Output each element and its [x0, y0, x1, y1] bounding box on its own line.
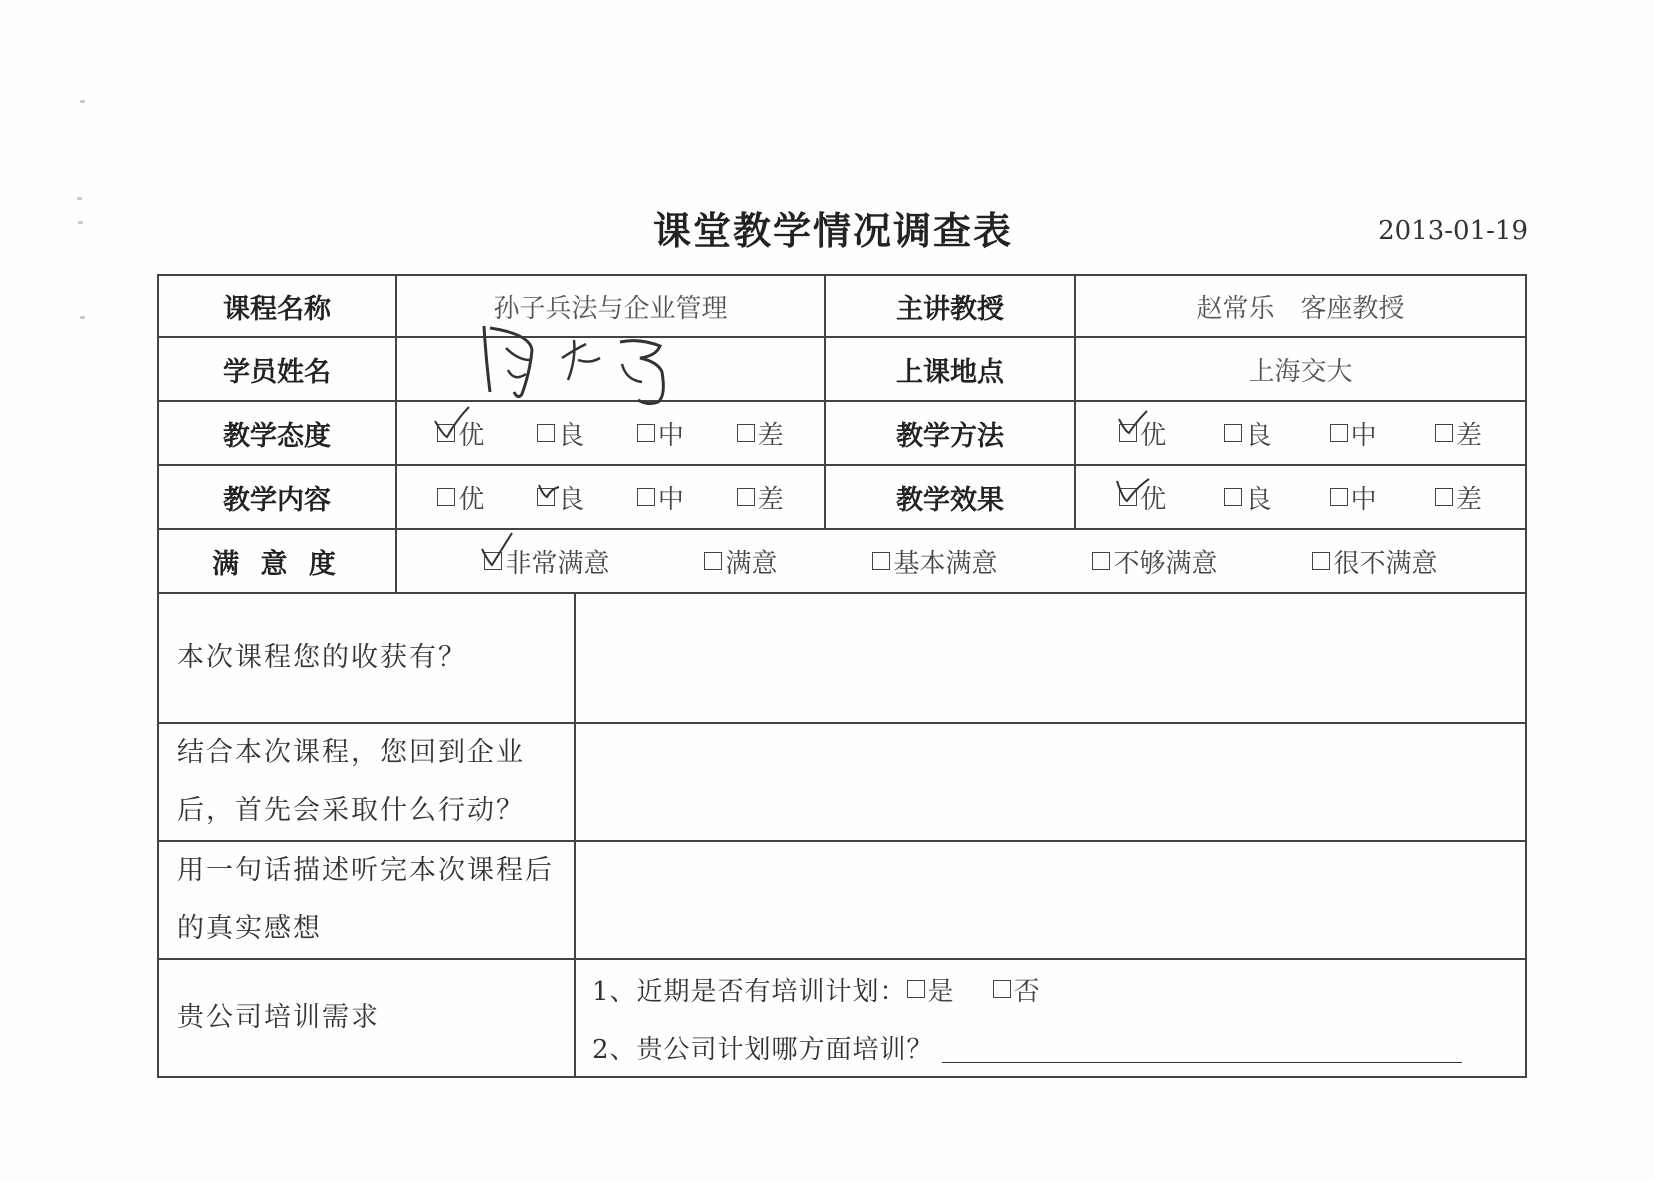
training-area-field[interactable] — [942, 1032, 1462, 1063]
satisfaction-option[interactable]: 不够满意 — [1092, 543, 1217, 580]
method-option[interactable]: 差 — [1435, 415, 1482, 452]
checkbox[interactable] — [1224, 488, 1242, 506]
lecturer-label: 主讲教授 — [825, 275, 1075, 337]
attitude-label: 教学态度 — [158, 401, 396, 465]
student-label: 学员姓名 — [158, 337, 396, 401]
attitude-option[interactable]: 良 — [537, 415, 584, 452]
satisfaction-option[interactable]: 非常满意 — [484, 543, 609, 580]
answer-action-field[interactable] — [575, 723, 1526, 841]
handwritten-signature — [470, 320, 710, 420]
checkbox[interactable] — [1435, 488, 1453, 506]
checkbox[interactable] — [704, 552, 722, 570]
checkbox[interactable] — [1092, 552, 1110, 570]
content-option[interactable]: 差 — [737, 479, 784, 516]
question-training-needs: 贵公司培训需求 — [158, 959, 575, 1077]
checkbox[interactable] — [537, 488, 555, 506]
method-option[interactable]: 中 — [1330, 415, 1377, 452]
row-satisfaction — [158, 529, 1526, 593]
survey-table — [157, 274, 1527, 1078]
method-option[interactable]: 良 — [1224, 415, 1271, 452]
content-option[interactable]: 良 — [537, 479, 584, 516]
checkbox[interactable] — [1119, 424, 1137, 442]
location-label: 上课地点 — [825, 337, 1075, 401]
satisfaction-option[interactable]: 很不满意 — [1312, 543, 1437, 580]
training-area-line — [576, 1018, 1525, 1076]
checkbox[interactable] — [637, 488, 655, 506]
effect-option[interactable]: 优 — [1119, 479, 1166, 516]
course-value[interactable]: 孙子兵法与企业管理 — [396, 275, 825, 337]
checkbox[interactable] — [1119, 488, 1137, 506]
effect-options — [1075, 465, 1526, 529]
effect-option[interactable]: 差 — [1435, 479, 1482, 516]
row-q1 — [158, 593, 1526, 723]
checkbox[interactable] — [637, 424, 655, 442]
training-plan-yes[interactable]: 是 — [907, 971, 955, 1008]
content-option[interactable]: 中 — [637, 479, 684, 516]
effect-label: 教学效果 — [825, 465, 1075, 529]
checkbox[interactable] — [1330, 424, 1348, 442]
content-label: 教学内容 — [158, 465, 396, 529]
checkbox[interactable] — [907, 980, 925, 998]
training-plan-no[interactable]: 否 — [993, 971, 1041, 1008]
satisfaction-options — [396, 529, 1526, 593]
checkbox[interactable] — [1330, 488, 1348, 506]
answer-feeling-field[interactable] — [575, 841, 1526, 959]
checkbox[interactable] — [484, 552, 502, 570]
checkbox[interactable] — [737, 424, 755, 442]
training-plan-question: 1、近期是否有培训计划： — [592, 976, 907, 1007]
method-label: 教学方法 — [825, 401, 1075, 465]
training-needs-area — [575, 959, 1526, 1077]
attitude-option[interactable]: 优 — [437, 415, 484, 452]
content-option[interactable]: 优 — [437, 479, 484, 516]
satisfaction-label: 满 意 度 — [158, 529, 396, 593]
satisfaction-option[interactable]: 满意 — [704, 543, 777, 580]
checkbox[interactable] — [437, 424, 455, 442]
question-feeling: 用一句话描述听完本次课程后的真实感想 — [158, 841, 575, 959]
row-attitude — [158, 401, 1526, 465]
training-plan-line — [576, 960, 1525, 1018]
checkbox[interactable] — [1224, 424, 1242, 442]
row-course — [158, 275, 1526, 337]
checkbox[interactable] — [437, 488, 455, 506]
checkbox[interactable] — [993, 980, 1011, 998]
form-title: 课堂教学情况调查表 — [652, 209, 1013, 253]
checkbox[interactable] — [737, 488, 755, 506]
effect-option[interactable]: 中 — [1330, 479, 1377, 516]
form-date: 2013-01-19 — [1378, 216, 1528, 246]
row-content — [158, 465, 1526, 529]
checkbox[interactable] — [1435, 424, 1453, 442]
lecturer-value[interactable]: 赵常乐 客座教授 — [1075, 275, 1526, 337]
question-action: 结合本次课程，您回到企业后，首先会采取什么行动？ — [158, 723, 575, 841]
effect-option[interactable]: 良 — [1224, 479, 1271, 516]
satisfaction-option[interactable]: 基本满意 — [872, 543, 997, 580]
attitude-option[interactable]: 差 — [737, 415, 784, 452]
checkbox[interactable] — [537, 424, 555, 442]
checkbox[interactable] — [1312, 552, 1330, 570]
answer-gains-field[interactable] — [575, 593, 1526, 723]
row-q4 — [158, 959, 1526, 1077]
attitude-option[interactable]: 中 — [637, 415, 684, 452]
location-value[interactable]: 上海交大 — [1075, 337, 1526, 401]
row-q3 — [158, 841, 1526, 959]
row-q2 — [158, 723, 1526, 841]
training-area-question: 2、贵公司计划哪方面培训？ — [592, 1034, 934, 1065]
method-options — [1075, 401, 1526, 465]
row-student — [158, 337, 1526, 401]
course-label: 课程名称 — [158, 275, 396, 337]
checkbox[interactable] — [872, 552, 890, 570]
question-gains: 本次课程您的收获有？ — [158, 593, 575, 723]
content-options — [396, 465, 825, 529]
method-option[interactable]: 优 — [1119, 415, 1166, 452]
